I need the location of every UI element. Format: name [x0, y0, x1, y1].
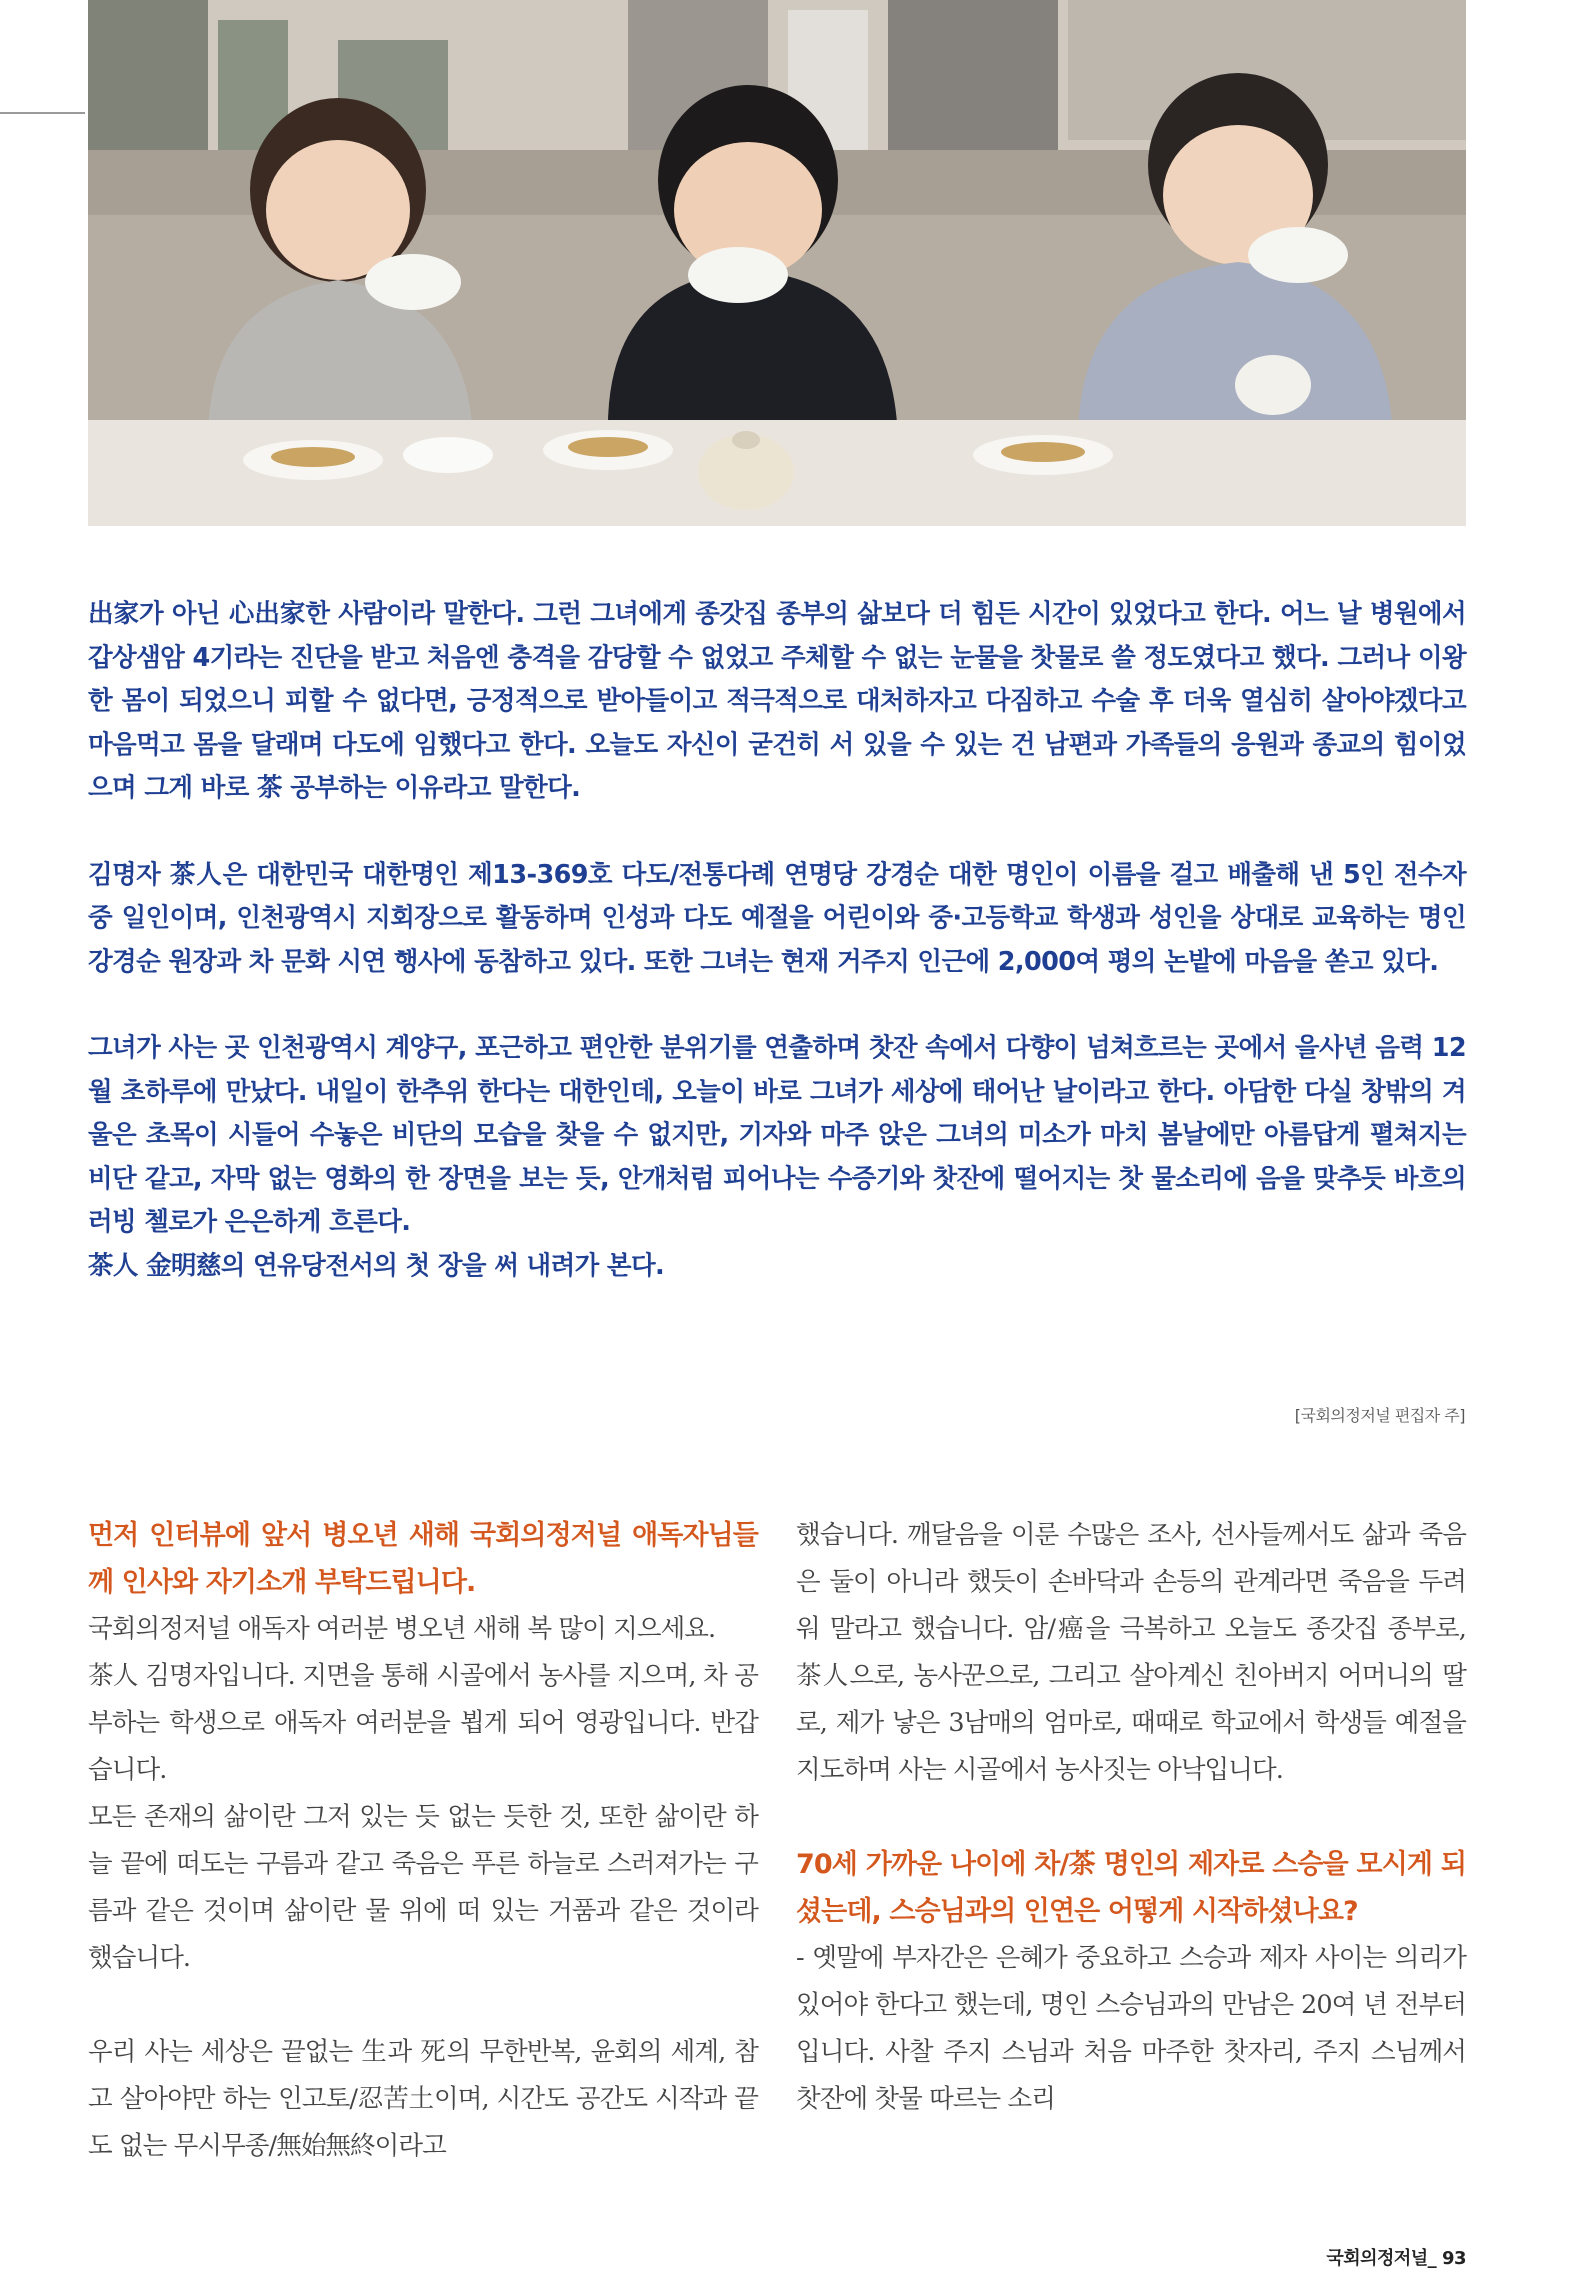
intro-paragraph-1: 出家가 아닌 心出家한 사람이라 말한다. 그런 그녀에게 종갓집 종부의 삶보다 더 힘든 시간이 있었다고 한다. 어느 날 병원에서 갑상샘암 4기라는 진단을 받고 처음엔 충격을 감당할 수 없었고 주체할 수 없는 눈물을 찻물로 쓸 정도였다고 했다. 그러나 이왕 한 몸이 되었으니 피할 수 없다면, 긍정적으로 받아들이고 적극적으로 대처하자고 다짐하고 수술 후 더욱 열심히 살아야겠다고 마음먹고 몸을 달래며 다도에 임했다고 한다. 오늘도 자신이 굳건히 서 있을 수 있는 건 남편과 가족들의 응원과 종교의 힘이었으며 그게 바로 茶 공부하는 이유라고 말한다.: [88, 599, 1466, 803]
right-column: [796, 1512, 1466, 2123]
answer-paragraph-4: 우리 사는 세상은 끝없는 生과 死의 무한반복, 윤회의 세계, 참고 살아야만 하는 인고토/忍苦土이며, 시간도 공간도 시작과 끝도 없는 무시무종/無始無終이라고: [88, 2037, 758, 2161]
editor-credit: [국회의정저널 편집자 주]: [1294, 1406, 1465, 1425]
question-2: 70세 가까운 나이에 차/茶 명인의 제자로 스승을 모시게 되셨는데, 스승님과의 인연은 어떻게 시작하셨나요?: [796, 1849, 1466, 1927]
question-1: 먼저 인터뷰에 앞서 병오년 새해 국회의정저널 애독자님들께 인사와 자기소개 부탁드립니다.: [88, 1520, 758, 1598]
answer-paragraph-1: 국회의정저널 애독자 여러분 병오년 새해 복 많이 지으세요.: [88, 1614, 716, 1644]
page-footer: 국회의정저널_ 93: [1326, 2248, 1466, 2269]
left-column: [88, 1512, 758, 2170]
intro-paragraph-3: 그녀가 사는 곳 인천광역시 계양구, 포근하고 편안한 분위기를 연출하며 찻잔 속에서 다향이 넘쳐흐르는 곳에서 을사년 음력 12월 초하루에 만났다. 내일이 한추위 한다는 대한인데, 오늘이 바로 그녀가 세상에 태어난 날이라고 한다. 아담한 다실 창밖의 겨울은 초목이 시들어 수놓은 비단의 모습을 찾을 수 없지만, 기자와 마주 앉은 그녀의 미소가 마치 봄날에만 아름답게 펼쳐지는 비단 같고, 자막 없는 영화의 한 장면을 보는 듯, 안개처럼 피어나는 수증기와 찻잔에 떨어지는 찻 물소리에 음을 맞추듯 바흐의 러빙 첼로가 은은하게 흐른다.: [88, 1033, 1466, 1237]
intro-paragraph-2: 김명자 茶人은 대한민국 대한명인 제13-369호 다도/전통다례 연명당 강경순 대한 명인이 이름을 걸고 배출해 낸 5인 전수자 중 일인이며, 인천광역시 지회장으로 활동하며 인성과 다도 예절을 어린이와 중·고등학교 학생과 성인을 상대로 교육하는 명인 강경순 원장과 차 문화 시연 행사에 동참하고 있다. 또한 그녀는 현재 거주지 인근에 2,000여 평의 논밭에 마음을 쏟고 있다.: [88, 859, 1466, 977]
children-drinking-tea-photo: [88, 0, 1466, 526]
answer-paragraph-5: 했습니다. 깨달음을 이룬 수많은 조사, 선사들께서도 삶과 죽음은 둘이 아니라 했듯이 손바닥과 손등의 관계라면 죽음을 두려워 말라고 했습니다. 암/癌을 극복하고 오늘도 종갓집 종부로, 茶人으로, 농사꾼으로, 그리고 살아계신 친아버지 어머니의 딸로, 제가 낳은 3남매의 엄마로, 때때로 학교에서 학생들 예절을 지도하며 사는 시골에서 농사짓는 아낙입니다.: [796, 1520, 1466, 1785]
intro-paragraph-4: 茶人 金明慈의 연유당전서의 첫 장을 써 내려가 본다.: [88, 1250, 665, 1281]
answer-paragraph-6: - 옛말에 부자간은 은혜가 중요하고 스승과 제자 사이는 의리가 있어야 한다고 했는데, 명인 스승님과의 만남은 20여 년 전부터입니다. 사찰 주지 스님과 처음 마주한 찻자리, 주지 스님께서 찻잔에 찻물 따르는 소리: [796, 1943, 1466, 2114]
intro-section: [88, 593, 1466, 1288]
answer-paragraph-2: 茶人 김명자입니다. 지면을 통해 시골에서 농사를 지으며, 차 공부하는 학생으로 애독자 여러분을 뵙게 되어 영광입니다. 반갑습니다.: [88, 1661, 758, 1785]
answer-paragraph-3: 모든 존재의 삶이란 그저 있는 듯 없는 듯한 것, 또한 삶이란 하늘 끝에 떠도는 구름과 같고 죽음은 푸른 하늘로 스러져가는 구름과 같은 것이며 삶이란 물 위에 떠 있는 거품과 같은 것이라 했습니다.: [88, 1802, 758, 1973]
header-rule: [0, 112, 85, 114]
